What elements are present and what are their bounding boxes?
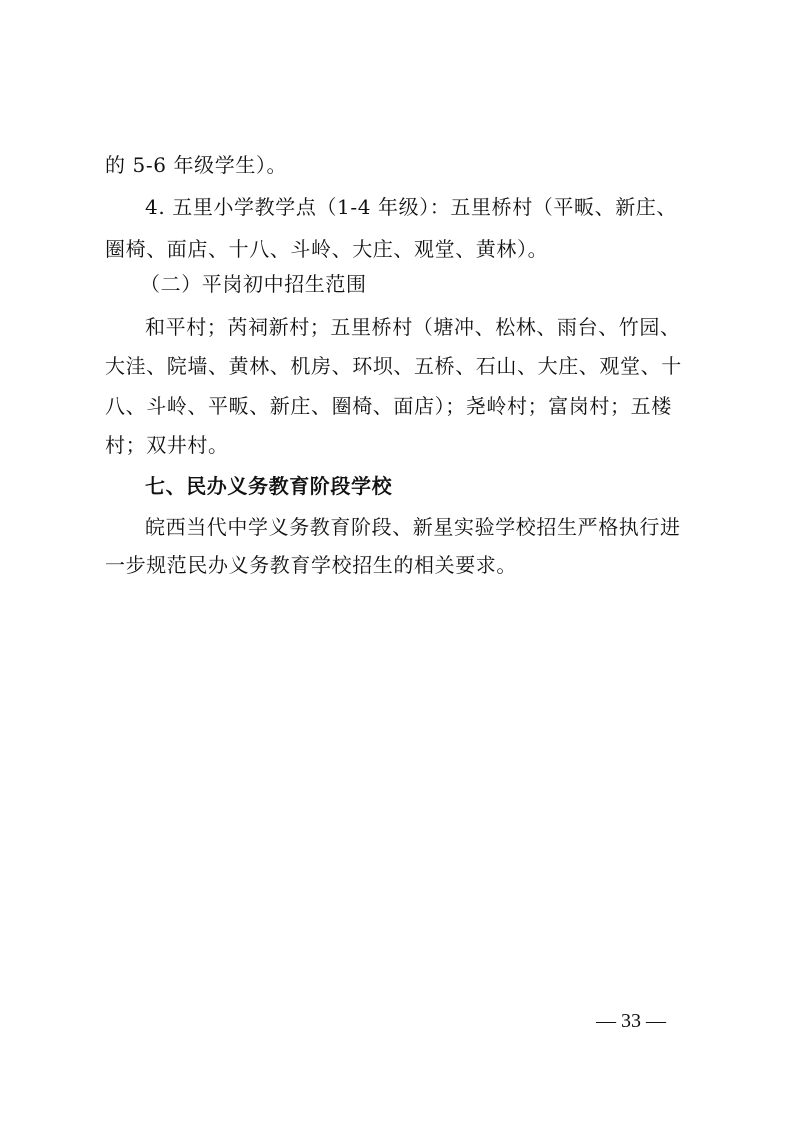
section-heading: 七、民办义务教育阶段学校: [145, 474, 393, 498]
paragraph-line-2: 大洼、院墙、黄林、机房、环坝、五桥、石山、大庄、观堂、十: [105, 354, 682, 378]
text-line-3: 圈椅、面店、十八、斗岭、大庄、观堂、黄林）。: [105, 237, 549, 261]
paragraph-line-1: 和平村；芮祠新村；五里桥村（塘冲、松林、雨台、竹园、: [145, 315, 681, 339]
paragraph-line-3: 八、斗岭、平畈、新庄、圈椅、面店）；尧岭村；富岗村；五楼: [105, 394, 672, 418]
paragraph-line-4: 村；双井村。: [105, 433, 229, 457]
paragraph-line-6: 一步规范民办义务教育学校招生的相关要求。: [105, 553, 517, 577]
paragraph-line-5: 皖西当代中学义务教育阶段、新星实验学校招生严格执行进: [145, 515, 681, 539]
text-line-1: 的 5-6 年级学生）。: [105, 153, 288, 177]
page-number: — 33 —: [596, 1010, 666, 1032]
list-item-wuli-school: 4. 五里小学教学点（1-4 年级）：五里桥村（平畈、新庄、: [145, 195, 678, 219]
section-subheading: （二）平岗初中招生范围: [140, 272, 367, 296]
